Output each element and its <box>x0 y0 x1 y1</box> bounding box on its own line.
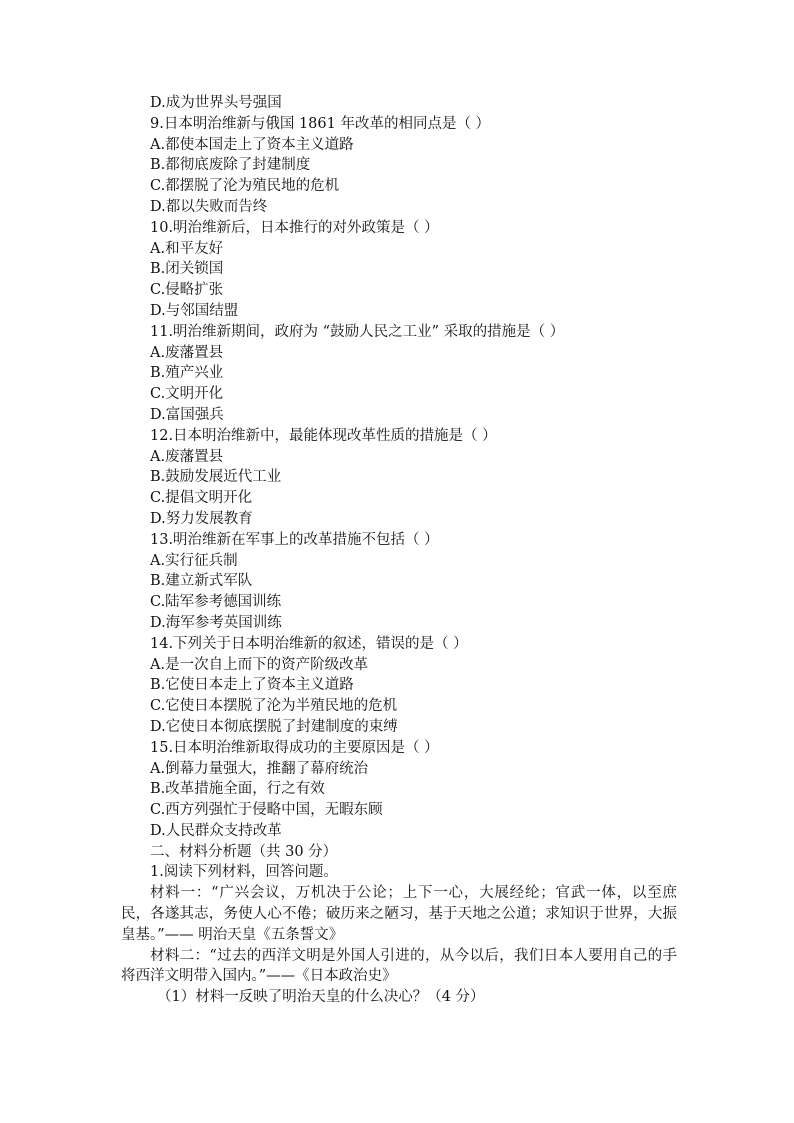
option-line: C.都摆脱了沦为殖民地的危机 <box>150 178 340 195</box>
material-paragraph: 材料一：“广兴会议，万机决于公论；上下一心，大展经纶；官武一体，以至庶民，各遂其志，务使人心不倦；破历来之陋习，基于天地之公道；求知识于世界，大振皇基。”—— 明治天皇《五条誓文》 <box>121 885 677 943</box>
option-line: A.废藩置县 <box>150 448 224 465</box>
option-line: D.人民群众支持改革 <box>150 822 282 839</box>
section-heading: 二、材料分析题（共 30 分） <box>150 843 338 860</box>
option-line: C.陆军参考德国训练 <box>150 594 282 611</box>
option-line: D.都以失败而告终 <box>150 198 268 215</box>
option-line: C.提倡文明开化 <box>150 490 253 507</box>
question-line: 10.明治维新后，日本推行的对外政策是（ ） <box>150 219 439 236</box>
question-line: 13.明治维新在军事上的改革措施不包括（ ） <box>150 531 439 548</box>
option-line: B.闭关锁国 <box>150 261 224 278</box>
option-line: D.与邻国结盟 <box>150 302 239 319</box>
option-line: B.都彻底废除了封建制度 <box>150 157 311 174</box>
option-line: B.改革措施全面，行之有效 <box>150 781 325 798</box>
question-line: 12.日本明治维新中，最能体现改革性质的措施是（ ） <box>150 427 497 444</box>
option-line: A.废藩置县 <box>150 344 224 361</box>
option-line: C.它使日本摆脱了沦为半殖民地的危机 <box>150 698 398 715</box>
option-line: A.都使本国走上了资本主义道路 <box>150 136 354 153</box>
question-line: 15.日本明治维新取得成功的主要原因是（ ） <box>150 739 439 756</box>
option-line: B.殖产兴业 <box>150 365 224 382</box>
question-line: 1.阅读下列材料，回答问题。 <box>150 864 338 881</box>
question-line: 9.日本明治维新与俄国 1861 年改革的相同点是（ ） <box>150 115 491 132</box>
sub-question: （1）材料一反映了明治天皇的什么决心？（4 分） <box>157 989 485 1006</box>
option-line: D.它使日本彻底摆脱了封建制度的束缚 <box>150 718 398 735</box>
option-line: B.建立新式军队 <box>150 573 253 590</box>
option-line: D.海军参考英国训练 <box>150 614 282 631</box>
option-line: A.是一次自上而下的资产阶级改革 <box>150 656 369 673</box>
material-paragraph: 材料二：“过去的西洋文明是外国人引进的，从今以后，我们日本人要用自己的手将西洋文明带入国内。”——《日本政治史》 <box>121 947 677 985</box>
option-line: B.它使日本走上了资本主义道路 <box>150 677 354 694</box>
option-line: C.文明开化 <box>150 386 224 403</box>
option-line: A.实行征兵制 <box>150 552 238 569</box>
option-line: D.富国强兵 <box>150 406 224 423</box>
option-line: D.努力发展教育 <box>150 510 253 527</box>
page-content <box>121 93 677 1008</box>
option-line: C.侵略扩张 <box>150 282 224 299</box>
option-line: D.成为世界头号强国 <box>150 95 282 111</box>
option-line: A.和平友好 <box>150 240 224 257</box>
option-line: C.西方列强忙于侵略中国，无暇东顾 <box>150 802 383 819</box>
question-line: 11.明治维新期间，政府为 “鼓励人民之工业” 采取的措施是（ ） <box>150 323 565 340</box>
option-line: A.倒幕力量强大，推翻了幕府统治 <box>150 760 369 777</box>
question-line: 14.下列关于日本明治维新的叙述，错误的是（ ） <box>150 635 468 652</box>
option-line: B.鼓励发展近代工业 <box>150 469 282 486</box>
